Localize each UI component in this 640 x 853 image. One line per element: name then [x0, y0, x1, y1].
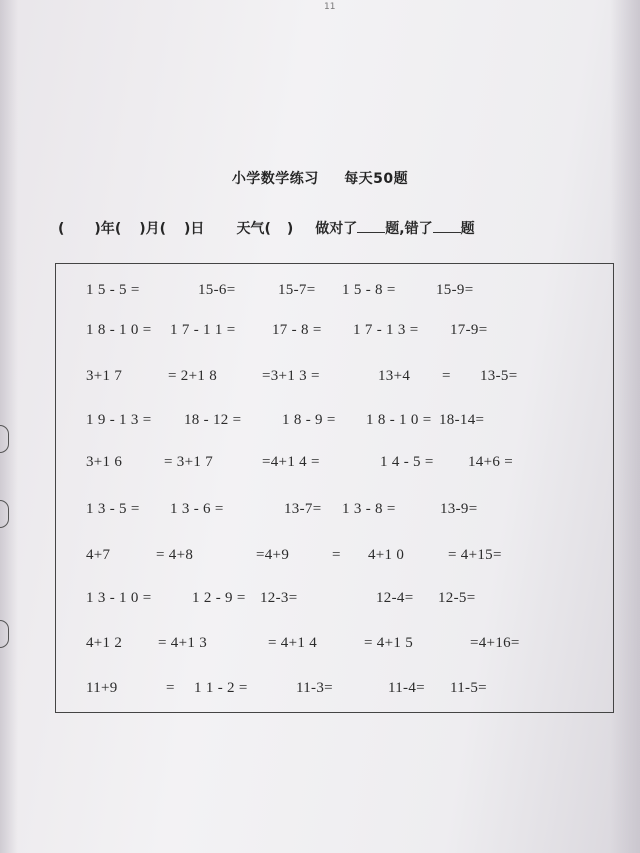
problem: 11+9: [86, 680, 118, 696]
problem: 1 7 - 1 3 =: [353, 322, 419, 338]
problem: 3+1 7: [86, 368, 123, 384]
problem: =4+16=: [470, 635, 520, 651]
problem: 1 9 - 1 3 =: [86, 412, 152, 428]
problem: 1 3 - 1 0 =: [86, 590, 152, 606]
problem: 12-4=: [376, 590, 414, 606]
problem: 1 4 - 5 =: [380, 454, 434, 470]
problem: 11-3=: [296, 680, 333, 696]
correct-count-blank: [357, 220, 385, 233]
problem: =: [442, 368, 451, 384]
date-weather-score-line: [58, 218, 618, 238]
problem-row: [56, 322, 615, 346]
problem-row: [56, 368, 615, 392]
problem-row: [56, 412, 615, 436]
problem: 14+6 =: [468, 454, 513, 470]
problem: 15-9=: [436, 282, 474, 298]
problem: 4+7: [86, 547, 111, 563]
problem: =: [166, 680, 175, 696]
problem: 1 7 - 1 1 =: [170, 322, 236, 338]
problem: =: [332, 547, 341, 563]
problem: 15-6=: [198, 282, 236, 298]
problem-row: [56, 547, 615, 571]
month-paren-open: (: [114, 221, 122, 237]
problem-grid: [55, 263, 614, 713]
problem: =4+1 4 =: [262, 454, 320, 470]
year-label: )年: [94, 221, 115, 237]
problem: 1 1 - 2 =: [194, 680, 248, 696]
problem-row: [56, 680, 615, 704]
problem: 12-3=: [260, 590, 298, 606]
problem: 13-7=: [284, 501, 322, 517]
title-main: 小学数学练习: [231, 171, 319, 187]
problem: 1 5 - 8 =: [342, 282, 396, 298]
weather-paren-close: ): [286, 221, 294, 237]
problem: = 4+1 3: [158, 635, 208, 651]
year-paren-open: (: [58, 221, 65, 237]
problem: = 4+1 4: [268, 635, 318, 651]
problem: 4+1 2: [86, 635, 123, 651]
problem-row: [56, 635, 615, 659]
problem: 3+1 6: [86, 454, 123, 470]
problem: 1 8 - 9 =: [282, 412, 336, 428]
problem: 17-9=: [450, 322, 488, 338]
day-paren-open: (: [159, 221, 167, 237]
wrong-count-blank: [433, 220, 461, 233]
problem: 12-5=: [438, 590, 476, 606]
title-sub: 每天50题: [344, 171, 409, 187]
problem-row: [56, 501, 615, 525]
problem: 1 3 - 5 =: [86, 501, 140, 517]
problem: = 2+1 8: [168, 368, 218, 384]
problem-row: [56, 454, 615, 478]
problem: 18 - 12 =: [184, 412, 242, 428]
wrong-suffix: 题: [460, 221, 475, 237]
problem: = 4+8: [156, 547, 194, 563]
problem: 17 - 8 =: [272, 322, 322, 338]
problem: =3+1 3 =: [262, 368, 320, 384]
day-label: )日: [184, 221, 205, 237]
problem: 1 3 - 8 =: [342, 501, 396, 517]
wrong-label: 题,错了: [385, 221, 433, 237]
problem: =4+9: [256, 547, 290, 563]
problem: 1 5 - 5 =: [86, 282, 140, 298]
weather-paren-open: (: [264, 221, 271, 237]
problem: 13+4: [378, 368, 411, 384]
problem: 13-9=: [440, 501, 478, 517]
problem: = 4+1 5: [364, 635, 414, 651]
problem: = 4+15=: [448, 547, 502, 563]
problem: 18-14=: [439, 412, 485, 428]
problem: 11-5=: [450, 680, 487, 696]
problem: 1 3 - 6 =: [170, 501, 224, 517]
problem: 13-5=: [480, 368, 518, 384]
problem: = 3+1 7: [164, 454, 214, 470]
correct-label: 做对了: [315, 221, 358, 237]
problem: 1 8 - 1 0 =: [86, 322, 152, 338]
problem: 15-7=: [278, 282, 316, 298]
problem: 1 2 - 9 =: [192, 590, 246, 606]
month-label: )月: [139, 221, 160, 237]
problem: 1 8 - 1 0 =: [366, 412, 432, 428]
problem: 4+1 0: [368, 547, 405, 563]
problem-row: [56, 590, 615, 614]
problem: 11-4=: [388, 680, 425, 696]
page-number: 11: [324, 2, 336, 12]
weather-label: 天气: [236, 221, 265, 237]
problem-row: [56, 282, 615, 306]
worksheet-title: [0, 168, 640, 188]
